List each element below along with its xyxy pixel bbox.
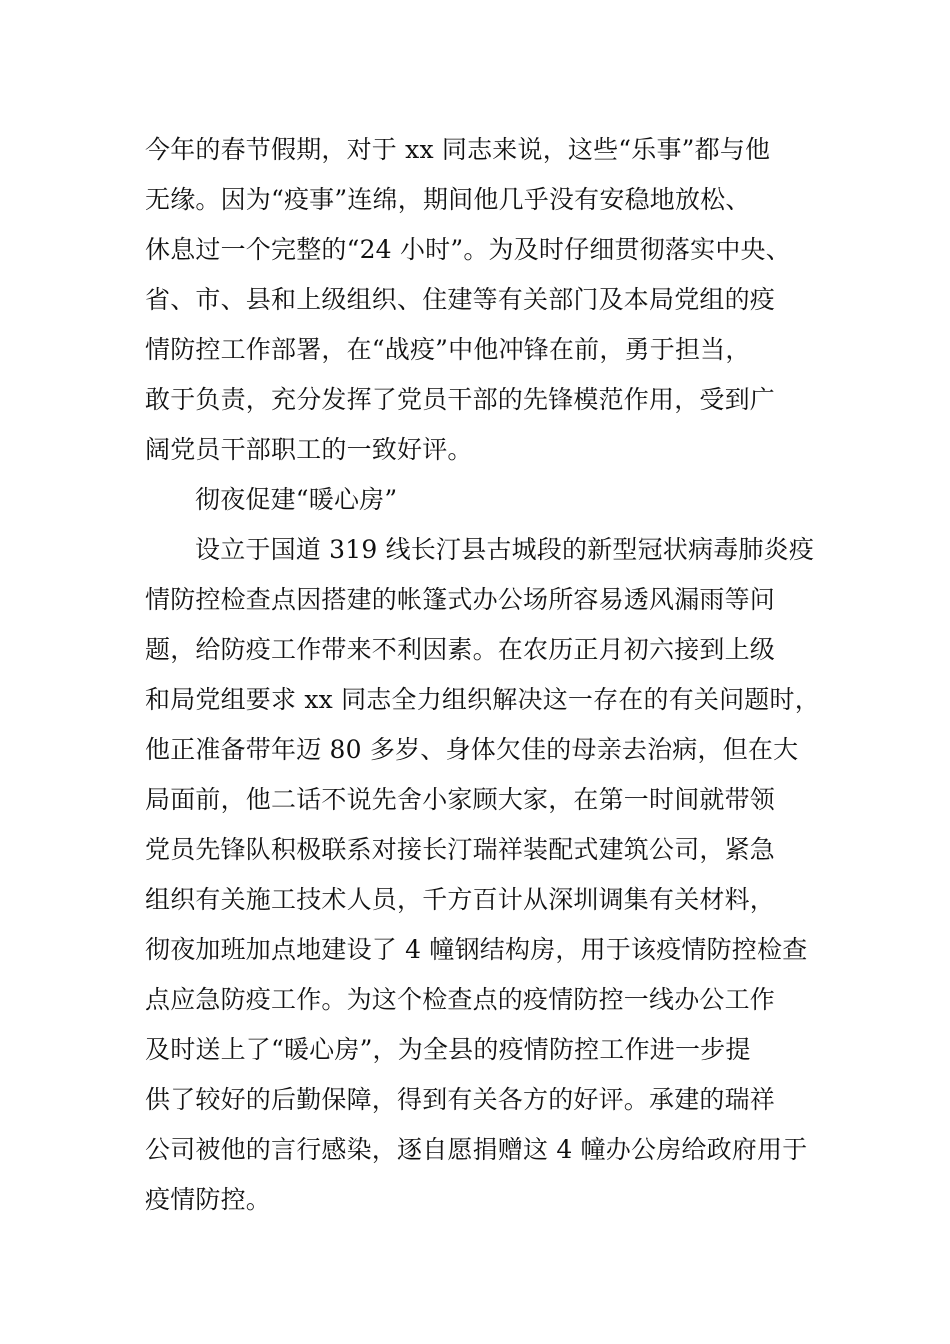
paragraph-2-line-3: 题，给防疫工作带来不利因素。在农历正月初六接到上级 — [145, 635, 776, 664]
section-heading: 彻夜促建“暖心房” — [195, 485, 398, 514]
paragraph-2-line-2: 情防控检查点因搭建的帐篷式办公场所容易透风漏雨等问 — [145, 585, 776, 614]
paragraph-1-line-3: 休息过一个完整的“24 小时”。为及时仔细贯彻落实中央、 — [145, 235, 791, 264]
paragraph-1-line-7: 阔党员干部职工的一致好评。 — [145, 435, 473, 464]
paragraph-2-line-7: 党员先锋队积极联系对接长汀瑞祥装配式建筑公司，紧急 — [145, 835, 776, 864]
paragraph-1-line-2: 无缘。因为“疫事”连绵，期间他几乎没有安稳地放松、 — [145, 185, 751, 214]
paragraph-2-line-8: 组织有关施工技术人员，千方百计从深圳调集有关材料， — [145, 885, 776, 914]
paragraph-2-line-10: 点应急防疫工作。为这个检查点的疫情防控一线办公工作 — [145, 985, 776, 1014]
paragraph-2-line-11: 及时送上了“暖心房”，为全县的疫情防控工作进一步提 — [145, 1035, 751, 1064]
paragraph-2-line-5: 他正准备带年迈 80 多岁、身体欠佳的母亲去治病，但在大 — [145, 735, 799, 764]
paragraph-2-line-1: 设立于国道 319 线长汀县古城段的新型冠状病毒肺炎疫 — [195, 535, 815, 564]
paragraph-2-line-12: 供了较好的后勤保障，得到有关各方的好评。承建的瑞祥 — [145, 1085, 776, 1114]
paragraph-2-line-6: 局面前，他二话不说先舍小家顾大家，在第一时间就带领 — [145, 785, 776, 814]
paragraph-2-line-13: 公司被他的言行感染，逐自愿捐赠这 4 幢办公房给政府用于 — [145, 1135, 808, 1164]
paragraph-1-line-4: 省、市、县和上级组织、住建等有关部门及本局党组的疫 — [145, 285, 776, 314]
paragraph-2-line-4: 和局党组要求 xx 同志全力组织解决这一存在的有关问题时， — [145, 685, 820, 714]
paragraph-2-line-14: 疫情防控。 — [145, 1185, 272, 1214]
paragraph-2-line-9: 彻夜加班加点地建设了 4 幢钢结构房，用于该疫情防控检查 — [145, 935, 808, 964]
paragraph-1-line-1: 今年的春节假期，对于 xx 同志来说，这些“乐事”都与他 — [145, 135, 771, 164]
paragraph-1-line-6: 敢于负责，充分发挥了党员干部的先锋模范作用，受到广 — [145, 385, 776, 414]
paragraph-1-line-5: 情防控工作部署，在“战疫”中他冲锋在前，勇于担当， — [145, 335, 751, 364]
